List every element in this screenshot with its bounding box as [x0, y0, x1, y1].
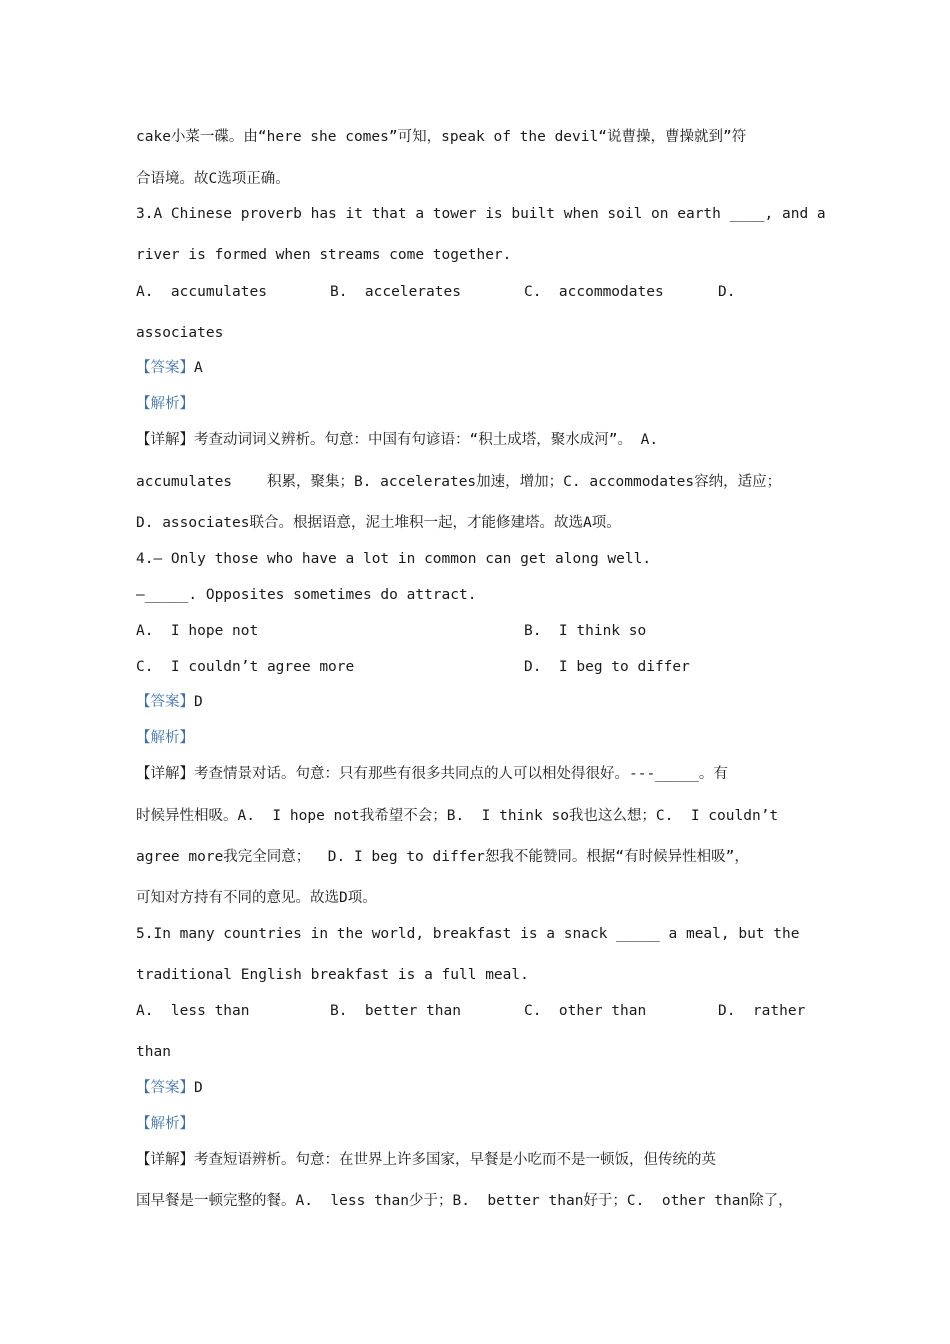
q5-option-c: C. other than — [524, 1003, 647, 1019]
q4-detail-line-1 — [136, 764, 728, 784]
q5-stem-line-2: traditional English breakfast is a full meal. — [136, 967, 529, 983]
q4-stem-line-2: —_____. Opposites sometimes do attract. — [136, 587, 477, 603]
q3-option-d: D. — [718, 284, 736, 300]
q4-answer: D — [194, 694, 203, 710]
q5-analysis-tag: 【解析】 — [136, 1116, 194, 1132]
q5-detail-line-2: 国早餐是一顿完整的餐。A. less than少于；B. better than好于；C. other than除了， — [136, 1193, 793, 1209]
q3-detail-text-1: 考查动词词义辨析。句意：中国有句谚语：“积土成塔，聚水成河”。 A. — [194, 432, 659, 448]
q4-detail-line-4: 可知对方持有不同的意见。故选D项。 — [136, 890, 377, 906]
q3-option-d-text: associates — [136, 325, 224, 341]
q3-answer-line — [136, 358, 203, 378]
q5-option-d-text: than — [136, 1044, 171, 1060]
q5-detail-text-1: 考查短语辨析。句意：在世界上许多国家，早餐是小吃而不是一顿饭，但传统的英 — [194, 1152, 716, 1168]
q4-detail-line-2: 时候异性相吸。A. I hope not我希望不会；B. I think so我也这么想；C. I couldn’t — [136, 808, 779, 824]
q5-answer-line — [136, 1078, 203, 1098]
q5-option-b: B. better than — [330, 1003, 461, 1019]
q3-option-b: B. accelerates — [330, 284, 461, 300]
continuation-line-1: cake小菜一碟。由“here she comes”可知，speak of the devil“说曹操，曹操就到”符 — [136, 129, 747, 145]
q4-option-a: A. I hope not — [136, 623, 259, 639]
q3-detail-line-3: D. associates联合。根据语意，泥土堆积一起，才能修建塔。故选A项。 — [136, 515, 621, 531]
q4-stem-line-1: 4.— Only those who have a lot in common can get along well. — [136, 551, 652, 567]
q5-option-d: D. rather — [718, 1003, 806, 1019]
detail-tag: 【详解】 — [136, 1152, 194, 1168]
q3-detail-line-1 — [136, 430, 658, 450]
q4-option-c: C. I couldn’t agree more — [136, 659, 355, 675]
q3-detail-line-2: accumulates 积累，聚集；B. accelerates加速，增加；C. accommodates容纳，适应； — [136, 474, 782, 490]
q3-stem-line-2: river is formed when streams come together. — [136, 247, 512, 263]
detail-tag: 【详解】 — [136, 766, 194, 782]
q4-option-b: B. I think so — [524, 623, 647, 639]
detail-tag: 【详解】 — [136, 432, 194, 448]
q3-analysis-tag: 【解析】 — [136, 396, 194, 412]
answer-tag: 【答案】 — [136, 360, 194, 376]
answer-tag: 【答案】 — [136, 1080, 194, 1096]
q3-answer: A — [194, 360, 203, 376]
q3-option-c: C. accommodates — [524, 284, 664, 300]
q5-answer: D — [194, 1080, 203, 1096]
q5-detail-line-1 — [136, 1150, 716, 1170]
q4-option-d: D. I beg to differ — [524, 659, 690, 675]
q4-detail-line-3: agree more我完全同意； D. I beg to differ恕我不能赞同。根据“有时候异性相吸”， — [136, 849, 749, 865]
q4-answer-line — [136, 692, 203, 712]
q3-stem-line-1: 3.A Chinese proverb has it that a tower is built when soil on earth ____, and a — [136, 206, 826, 222]
answer-tag: 【答案】 — [136, 694, 194, 710]
q4-analysis-tag: 【解析】 — [136, 730, 194, 746]
q4-detail-text-1: 考查情景对话。句意：只有那些有很多共同点的人可以相处得很好。---_____。有 — [194, 766, 728, 782]
continuation-line-2: 合语境。故C选项正确。 — [136, 171, 290, 187]
q5-stem-line-1: 5.In many countries in the world, breakfast is a snack _____ a meal, but the — [136, 926, 800, 942]
q3-option-a: A. accumulates — [136, 284, 267, 300]
q5-option-a: A. less than — [136, 1003, 250, 1019]
